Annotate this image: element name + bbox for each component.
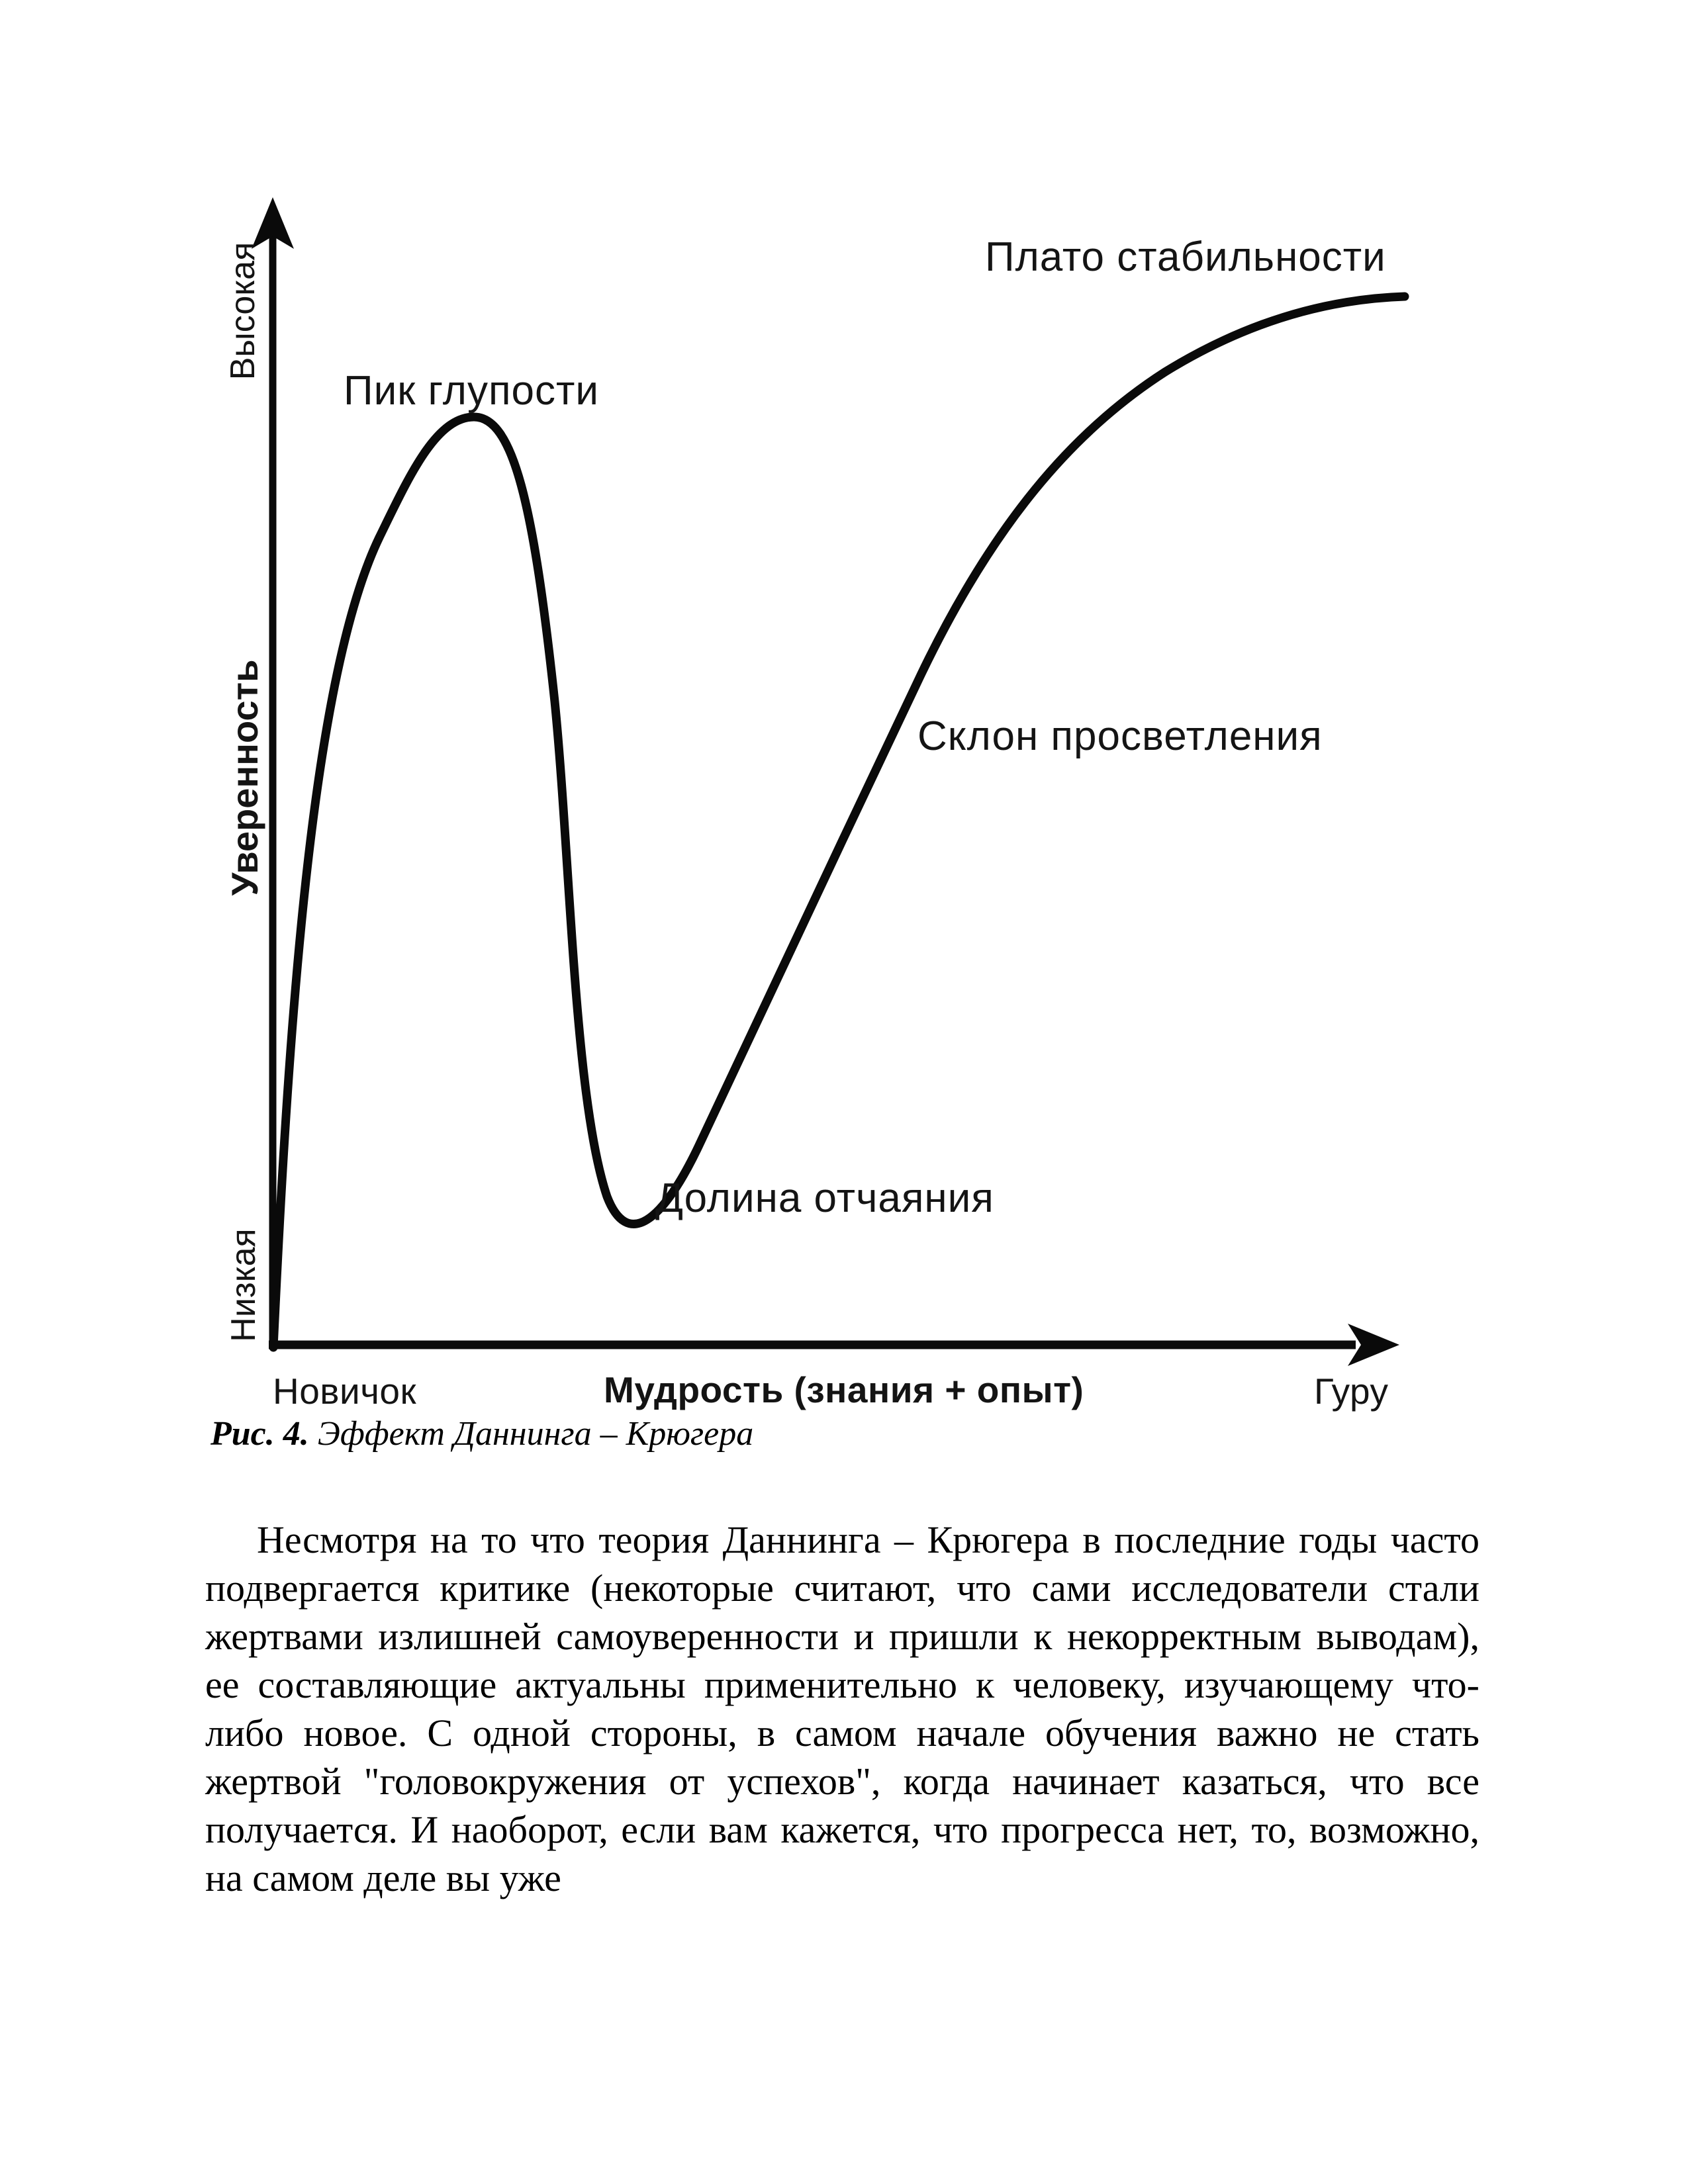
figure-caption-number: Рис. 4. — [211, 1415, 309, 1453]
y-axis-low-label: Низкая — [224, 1228, 263, 1342]
body-paragraph: Несмотря на то что теория Даннинга – Крюгера в последние годы часто подвергается критике (некоторые считают, что сами исследователи стали жертвами излишней самоуверенности и пришли к некорректным выводам), ее составляющие актуальны применительно к человеку, изучающему что-либо новое. С одной стороны, в самом начале обучения важно не стать жертвой "головокружения от успехов", когда начинает казаться, что все получается. И наоборот, если вам кажется, что прогресса нет, то, возможно, на самом деле вы уже — [205, 1518, 1479, 1899]
label-slope-of-enlightenment: Склон просветления — [917, 713, 1323, 759]
x-axis-start-label: Новичок — [273, 1371, 417, 1412]
x-axis-end-label: Гуру — [1314, 1371, 1389, 1412]
x-axis-title: Мудрость (знания + опыт) — [604, 1369, 1084, 1410]
figure-caption-text: Эффект Даннинга – Крюгера — [308, 1415, 754, 1453]
figure-caption — [211, 1415, 753, 1453]
y-axis-high-label: Высокая — [224, 242, 262, 381]
y-axis-title: Уверенность — [224, 659, 265, 896]
label-plateau-of-stability: Плато стабильности — [985, 234, 1386, 280]
label-peak-of-stupidity: Пик глупости — [344, 368, 600, 414]
label-valley-of-despair: Долина отчаяния — [655, 1175, 994, 1221]
